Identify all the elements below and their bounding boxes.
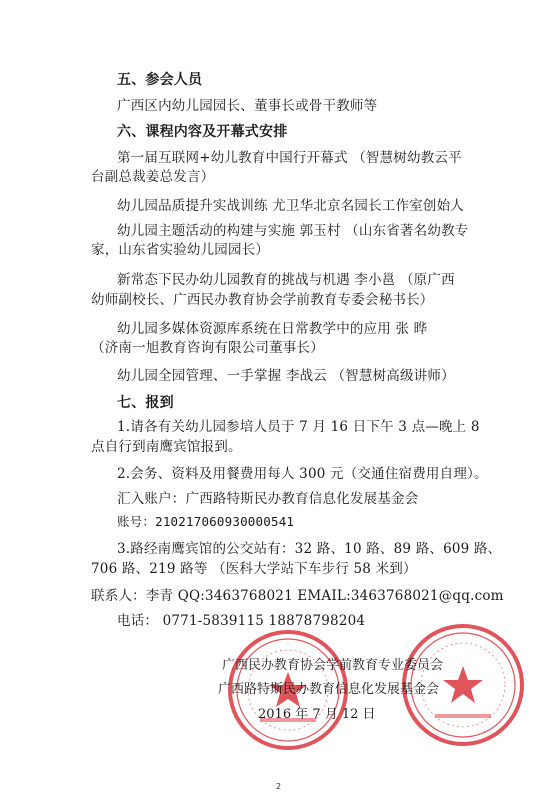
course-item-line: 幼儿园主题活动的构建与实施 郭玉村 （山东省著名幼教专 xyxy=(117,223,469,239)
contact-line: 联系人：李青 QQ:3463768021 EMAIL:3463768021@qq.com xyxy=(91,588,504,604)
footer-org-2: 广西路特斯民办教育信息化发展基金会 xyxy=(218,682,440,697)
section-5-body: 广西区内幼儿园园长、董事长或骨干教师等 xyxy=(117,98,378,114)
course-item-line: 台副总裁姜总发言） xyxy=(91,169,215,185)
course-item-line: （济南一旭教育咨询有限公司董事长） xyxy=(91,340,324,356)
course-item-line: 新常态下民办幼儿园教育的挑战与机遇 李小邕 （原广西 xyxy=(117,272,455,288)
registration-item-3-cont: 706 路、219 路等 （医科大学站下车步行 58 米到） xyxy=(91,561,417,577)
account-name: 汇入账户：广西路特斯民办教育信息化发展基金会 xyxy=(117,491,419,507)
footer-date: 2016 年 7 月 12 日 xyxy=(258,707,376,722)
registration-item-2: 2.会务、资料及用餐费用每人 300 元（交通住宿费用自理）。 xyxy=(117,466,488,482)
course-item-line: 幼儿园品质提升实战训练 尤卫华北京名园长工作室创始人 xyxy=(117,198,464,214)
registration-item-3: 3.路经南鹰宾馆的公交站有：32 路、10 路、89 路、609 路、 xyxy=(117,541,502,557)
course-item-line: 幼儿园多媒体资源库系统在日常教学中的应用 张 晔 xyxy=(117,321,428,337)
section-6-heading: 六、课程内容及开幕式安排 xyxy=(117,124,288,140)
registration-item-1-cont: 点自行到南鹰宾馆报到。 xyxy=(91,439,242,455)
course-item-line: 家，山东省实验幼儿园园长） xyxy=(91,242,270,258)
course-item-line: 第一届互联网+幼儿教育中国行开幕式 （智慧树幼教云平 xyxy=(117,150,462,166)
registration-item-1: 1.请各有关幼儿园参培人员于 7 月 16 日下午 3 点—晚上 8 xyxy=(117,419,480,435)
footer-org-1: 广西民办教育协会学前教育专业委员会 xyxy=(222,658,444,673)
section-7-heading: 七、报到 xyxy=(117,395,174,411)
section-5-heading: 五、参会人员 xyxy=(117,72,203,88)
course-item-line: 幼儿园全园管理、一手掌握 李战云 （智慧树高级讲师） xyxy=(117,368,455,384)
account-number: 账号：210217060930000541 xyxy=(117,514,295,529)
page-number: 2 xyxy=(276,782,282,791)
phone-line: 电话： 0771-5839115 18878798204 xyxy=(117,613,366,629)
course-item-line: 幼师副校长、广西民办教育协会学前教育专委会秘书长） xyxy=(91,292,434,308)
